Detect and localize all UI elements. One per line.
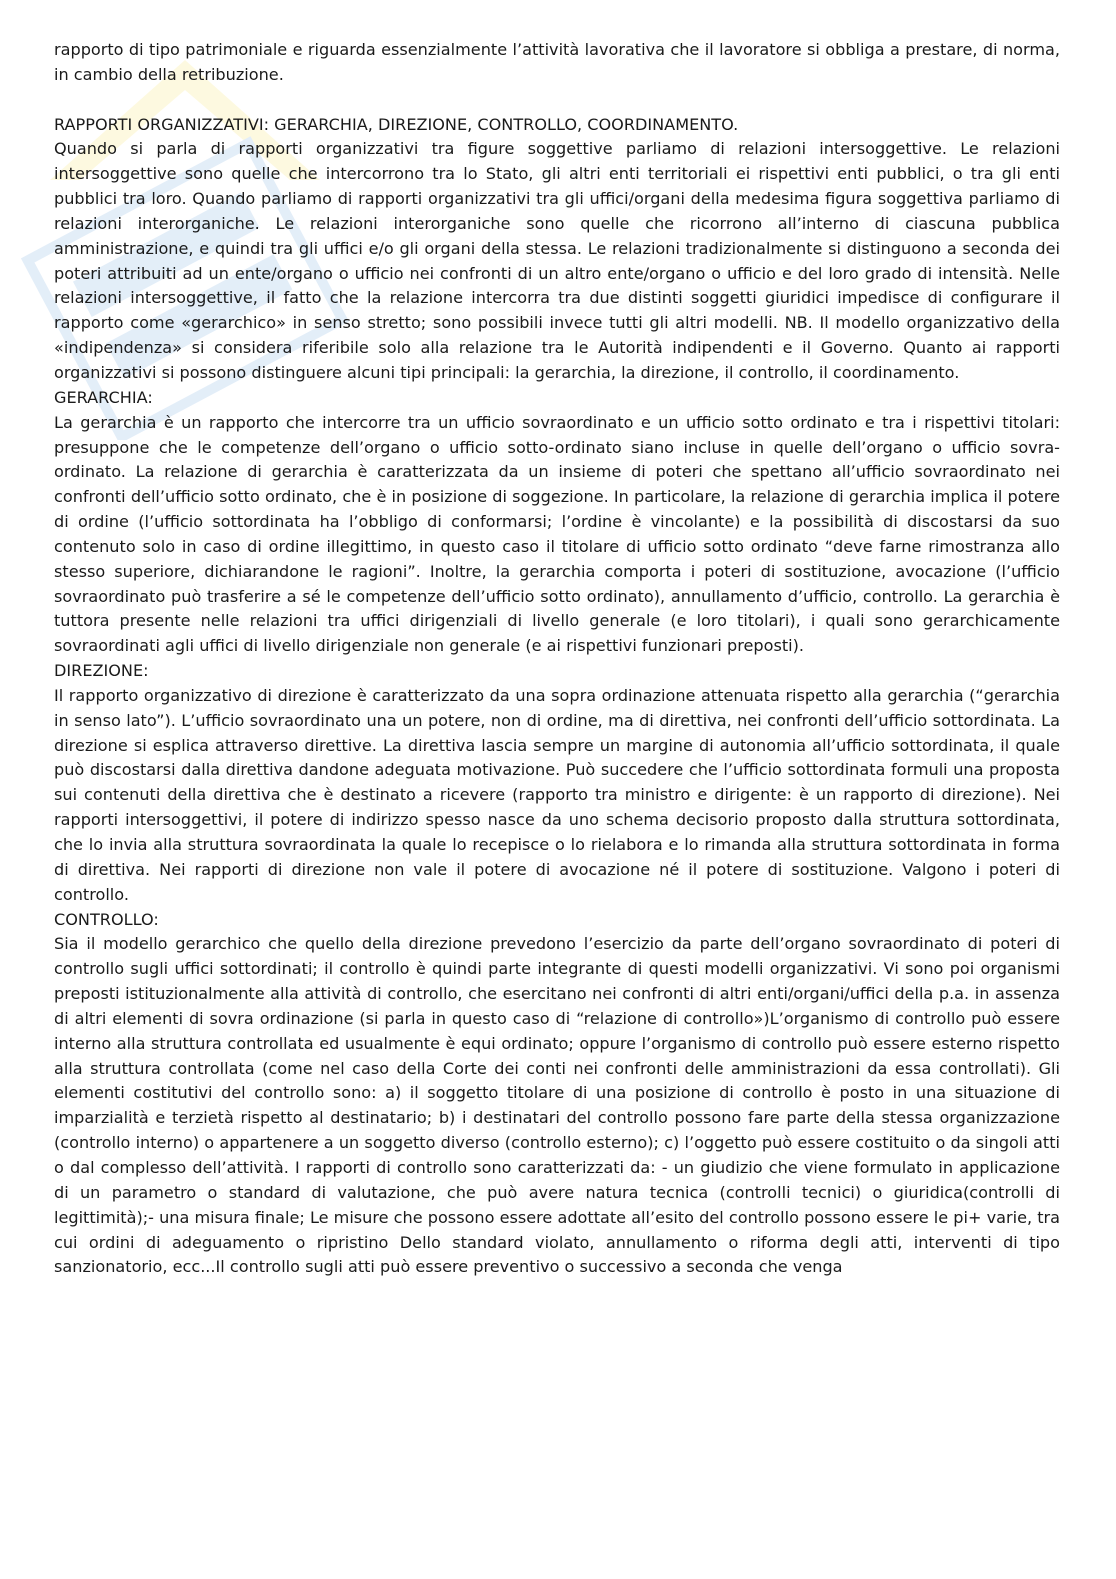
controllo-heading: CONTROLLO:: [54, 909, 159, 929]
direzione-heading: DIREZIONE:: [54, 661, 149, 681]
gerarchia-paragraph: La gerarchia è un rapporto che intercorre tra un ufficio sovraordinato e un ufficio sotto ordinato e tra i rispettivi titolari: presuppone che le competenze dell’organo o ufficio sotto-ordinato siano incluse in quelle dell’organo o ufficio sovra-ordinato. La relazione di gerarchia è caratterizzata da un insieme di poteri che spettano all’ufficio sovraordinato nei confronti dell’ufficio sotto ordinato, che è in posizione di soggezione. In particolare, la relazione di gerarchia implica il potere di ordine (l’ufficio sottordinata ha l’obbligo di conformarsi; l’ordine è vincolante) e la possibilità di discostarsi da suo contenuto solo in caso di ordine illegittimo, in questo caso il titolare di ufficio sotto ordinato “deve farne rimostranza allo stesso superiore, dichiarandone le ragioni”. Inoltre, la gerarchia comporta i poteri di sostituzione, avocazione (l’ufficio sovraordinato può trasferire a sé le competenze dell’ufficio sotto ordinato), annullamento d’ufficio, controllo. La gerarchia è tuttora presente nelle relazioni tra uffici dirigenziali di livello generale (e loro titolari), i quali sono gerarchicamente sovraordinati agli uffici di livello dirigenziale non generale (e ai rispettivi funzionari preposti).: [54, 412, 1060, 656]
section-title: RAPPORTI ORGANIZZATIVI: GERARCHIA, DIREZIONE, CONTROLLO, COORDINAMENTO.: [54, 114, 739, 134]
document-body: [54, 38, 1060, 1280]
intro-paragraph: rapporto di tipo patrimoniale e riguarda essenzialmente l’attività lavorativa che il lavoratore si obbliga a prestare, di norma, in cambio della retribuzione.: [54, 40, 1060, 84]
controllo-paragraph: Sia il modello gerarchico che quello della direzione prevedono l’esercizio da parte dell’organo sovraordinato di poteri di controllo sugli uffici sottordinati; il controllo è quindi parte integrante di questi modelli organizzativi. Vi sono poi organismi preposti istituzionalmente alla attività di controllo, che esercitano nei confronti di altri enti/organi/uffici della p.a. in assenza di altri elementi di sovra ordinazione (si parla in questo caso di “relazione di controllo»)L’organismo di controllo può essere interno alla struttura controllata ed usualmente è equi ordinato; oppure l’organismo di controllo può essere esterno rispetto alla struttura controllata (come nel caso della Corte dei conti nei confronti delle amministrazioni da essa controllati). Gli elementi costitutivi del controllo sono: a) il soggetto titolare di una posizione di controllo è posto in una situazione di imparzialità e terzietà rispetto al destinatario; b) i destinatari del controllo possono fare parte della stessa organizzazione (controllo interno) o appartenere a un soggetto diverso (controllo esterno); c) l’oggetto può essere costituito o da singoli atti o dal complesso dell’attività. I rapporti di controllo sono caratterizzati da: - un giudizio che viene formulato in applicazione di un parametro o standard di valutazione, che può avere natura tecnica (controlli tecnici) o giuridica(controlli di legittimità);- una misura finale; Le misure che possono essere adottate all’esito del controllo possono essere le pi+ varie, tra cui ordini di adeguamento o ripristino Dello standard violato, annullamento o riforma degli atti, interventi di tipo sanzionatorio, ecc...Il controllo sugli atti può essere preventivo o successivo a seconda che venga: [54, 934, 1060, 1277]
paragraph-gap: [54, 88, 1060, 113]
gerarchia-heading: GERARCHIA:: [54, 387, 153, 407]
section-paragraph: Quando si parla di rapporti organizzativi tra figure soggettive parliamo di relazioni intersoggettive. Le relazioni intersoggettive sono quelle che intercorrono tra lo Stato, gli altri enti territoriali ei rispettivi enti pubblici, o tra gli enti pubblici tra loro. Quando parliamo di rapporti organizzativi tra gli uffici/organi della medesima figura soggettiva parliamo di relazioni interorganiche. Le relazioni interorganiche sono quelle che ricorrono all’interno di ciascuna pubblica amministrazione, e quindi tra gli uffici e/o gli organi della stessa. Le relazioni tradizionalmente si distinguono a seconda dei poteri attribuiti ad un ente/organo o ufficio nei confronti di un altro ente/organo o ufficio e del loro grado di intensità. Nelle relazioni intersoggettive, il fatto che la relazione intercorra tra due distinti soggetti giuridici impedisce di configurare il rapporto come «gerarchico» in senso stretto; sono possibili invece tutti gli altri modelli. NB. Il modello organizzativo della «indipendenza» si considera riferibile solo alla relazione tra le Autorità indipendenti e il Governo. Quanto ai rapporti organizzativi si possono distinguere alcuni tipi principali: la gerarchia, la direzione, il controllo, il coordinamento.: [54, 139, 1060, 382]
direzione-paragraph: Il rapporto organizzativo di direzione è caratterizzato da una sopra ordinazione attenuata rispetto alla gerarchia (“gerarchia in senso lato”). L’ufficio sovraordinato una un potere, non di ordine, ma di direttiva, nei confronti dell’ufficio sottordinata. La direzione si esplica attraverso direttive. La direttiva lascia sempre un margine di autonomia all’ufficio sottordinata, il quale può discostarsi dalla direttiva dandone adeguata motivazione. Può succedere che l’ufficio sottordinata formuli una proposta sui contenuti della direttiva che è destinato a ricevere (rapporto tra ministro e dirigente: è un rapporto di direzione). Nei rapporti intersoggettivi, il potere di indirizzo spesso nasce da uno schema decisorio proposto dalla struttura sottordinata, che lo invia alla struttura sovraordinata la quale lo recepisce o lo rielabora e lo rimanda alla struttura sottordinata in forma di direttiva. Nei rapporti di direzione non vale il potere di avocazione né il potere di sostituzione. Valgono i poteri di controllo.: [54, 685, 1060, 904]
